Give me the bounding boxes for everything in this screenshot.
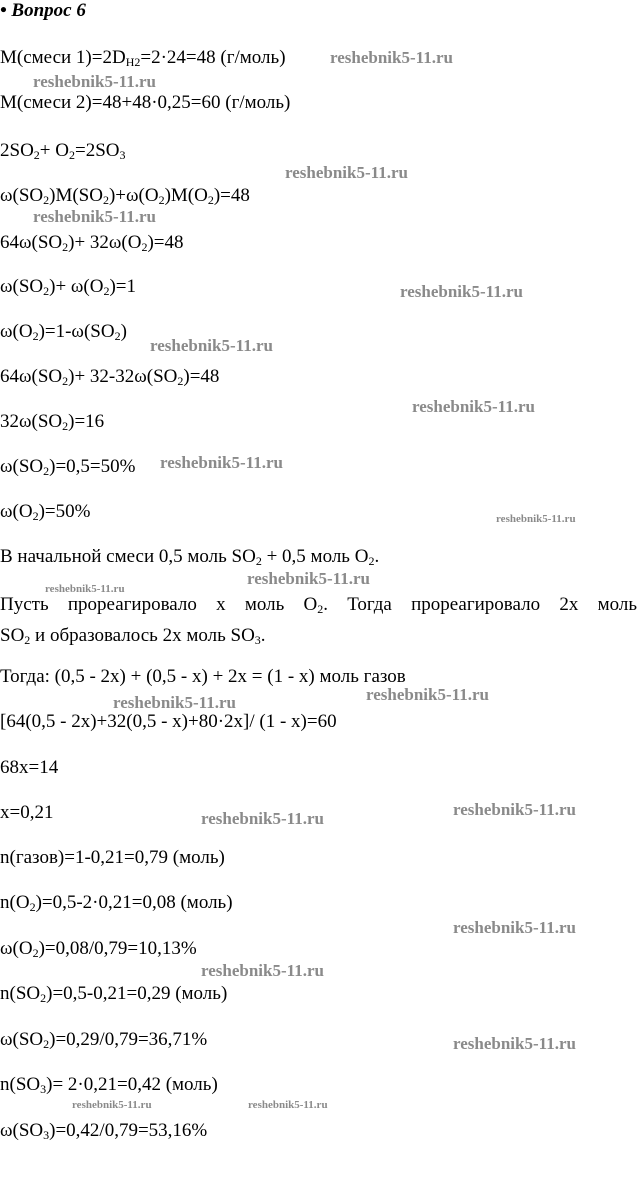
formula-line: Тогда: (0,5 - 2x) + (0,5 - x) + 2x = (1 - x) моль газов: [0, 666, 406, 687]
formula-line: $\omega(O_2)=0,08/0,79=10,13\%$: [0, 938, 197, 960]
subscript: 2: [368, 554, 375, 568]
watermark: reshebnik5-11.ru: [150, 336, 273, 355]
subscript: 2: [43, 1037, 50, 1051]
watermark: reshebnik5-11.ru: [160, 453, 283, 472]
subscript: 2: [141, 240, 148, 254]
subscript: 2: [32, 329, 39, 343]
watermark: reshebnik5-11.ru: [33, 72, 156, 91]
formula-line: M(смеси 2)=48+48·0,25=60 (г/моль): [0, 92, 291, 113]
watermark: reshebnik5-11.ru: [201, 809, 324, 828]
watermark: reshebnik5-11.ru: [247, 569, 370, 588]
subscript: 2: [43, 284, 50, 298]
formula-line: x=0,21: [0, 802, 54, 823]
formula-line: M(смеси $1)=2D_{H2}=2\cdot 24=48$ (г/моль): [0, 47, 286, 69]
subscript: 2: [32, 509, 39, 523]
paragraph-line: Пусть прореагировало x моль $O_2$. Тогда прореагировало 2x моль: [0, 594, 637, 616]
subscript: 2: [43, 193, 50, 207]
subscript: 2: [62, 374, 69, 388]
question-title: • Вопрос 6: [0, 0, 86, 21]
formula-line: $64\omega(SO_2)+ 32\omega(O_2)=48$: [0, 232, 184, 254]
formula-line: $\omega(SO_2)M(SO_2)+\omega(O_2)M(O_2)=48$: [0, 185, 250, 207]
subscript: 2: [158, 193, 165, 207]
formula-line: [64(0,5 - 2x)+32(0,5 - x)+80·2x]/ (1 - x)=60: [0, 711, 337, 732]
subscript: 3: [43, 1128, 50, 1142]
subscript: 2: [114, 329, 121, 343]
watermark: reshebnik5-11.ru: [201, 961, 324, 980]
subscript: 2: [40, 991, 47, 1005]
watermark: reshebnik5-11.ru: [33, 207, 156, 226]
watermark: reshebnik5-11.ru: [496, 513, 576, 525]
watermark: reshebnik5-11.ru: [330, 48, 453, 67]
subscript: 2: [103, 284, 110, 298]
formula-line: $n(SO_2)=0,5-0,21=0,29$ (моль): [0, 983, 228, 1005]
watermark: reshebnik5-11.ru: [412, 397, 535, 416]
subscript: 2: [32, 946, 39, 960]
watermark: reshebnik5-11.ru: [453, 1034, 576, 1053]
watermark: reshebnik5-11.ru: [285, 163, 408, 182]
formula-line: $n(O_2)=0,5-2\cdot 0,21=0,08$ (моль): [0, 892, 233, 914]
subscript: 3: [254, 633, 261, 647]
formula-line: 68x=14: [0, 757, 59, 778]
formula-line: $\omega(SO_3)=0,42/0,79=53,16\%$: [0, 1120, 208, 1142]
subscript: 3: [40, 1082, 47, 1096]
watermark: reshebnik5-11.ru: [453, 800, 576, 819]
watermark: reshebnik5-11.ru: [453, 918, 576, 937]
subscript: 2: [62, 240, 69, 254]
subscript: 2: [29, 900, 36, 914]
subscript: 2: [177, 374, 184, 388]
watermark: reshebnik5-11.ru: [366, 685, 489, 704]
subscript: H2: [125, 55, 141, 69]
formula-line: В начальной смеси 0,5 моль $SO_2 + 0,5$ моль $O_2$.: [0, 546, 380, 568]
formula-line: $\omega(SO_2)=0,29/0,79=36,71\%$: [0, 1029, 208, 1051]
subscript: 2: [43, 464, 50, 478]
watermark: reshebnik5-11.ru: [45, 583, 125, 595]
subscript: 2: [68, 148, 75, 162]
subscript: 2: [24, 633, 31, 647]
watermark: reshebnik5-11.ru: [72, 1099, 152, 1111]
formula-line: $\omega(SO_2)=0,5=50\%$: [0, 456, 136, 478]
paragraph-line: $SO_2$ и образовалось 2x моль $SO_3$.: [0, 625, 266, 647]
watermark: reshebnik5-11.ru: [113, 693, 236, 712]
formula-line: n(газов)=1-0,21=0,79 (моль): [0, 847, 225, 868]
subscript: 2: [255, 554, 262, 568]
subscript: 2: [102, 193, 109, 207]
formula-line: $2SO_2+ O_2=2SO_3$: [0, 140, 126, 162]
formula-line: $32\omega(SO_2)=16$: [0, 411, 105, 433]
subscript: 2: [33, 148, 40, 162]
watermark: reshebnik5-11.ru: [248, 1099, 328, 1111]
formula-line: $\omega(O_2)=50\%$: [0, 501, 91, 523]
subscript: 2: [207, 193, 214, 207]
formula-line: $n(SO_3)= 2\cdot 0,21=0,42$ (моль): [0, 1074, 218, 1096]
subscript: 2: [62, 419, 69, 433]
subscript: 2: [317, 602, 324, 616]
formula-line: $64\omega(SO_2)+ 32-32\omega(SO_2)=48$: [0, 366, 220, 388]
formula-line: $\omega(O_2)=1-\omega(SO_2)$: [0, 321, 127, 343]
watermark: reshebnik5-11.ru: [400, 282, 523, 301]
subscript: 3: [119, 148, 126, 162]
formula-line: $\omega(SO_2)+ \omega(O_2)=1$: [0, 276, 137, 298]
